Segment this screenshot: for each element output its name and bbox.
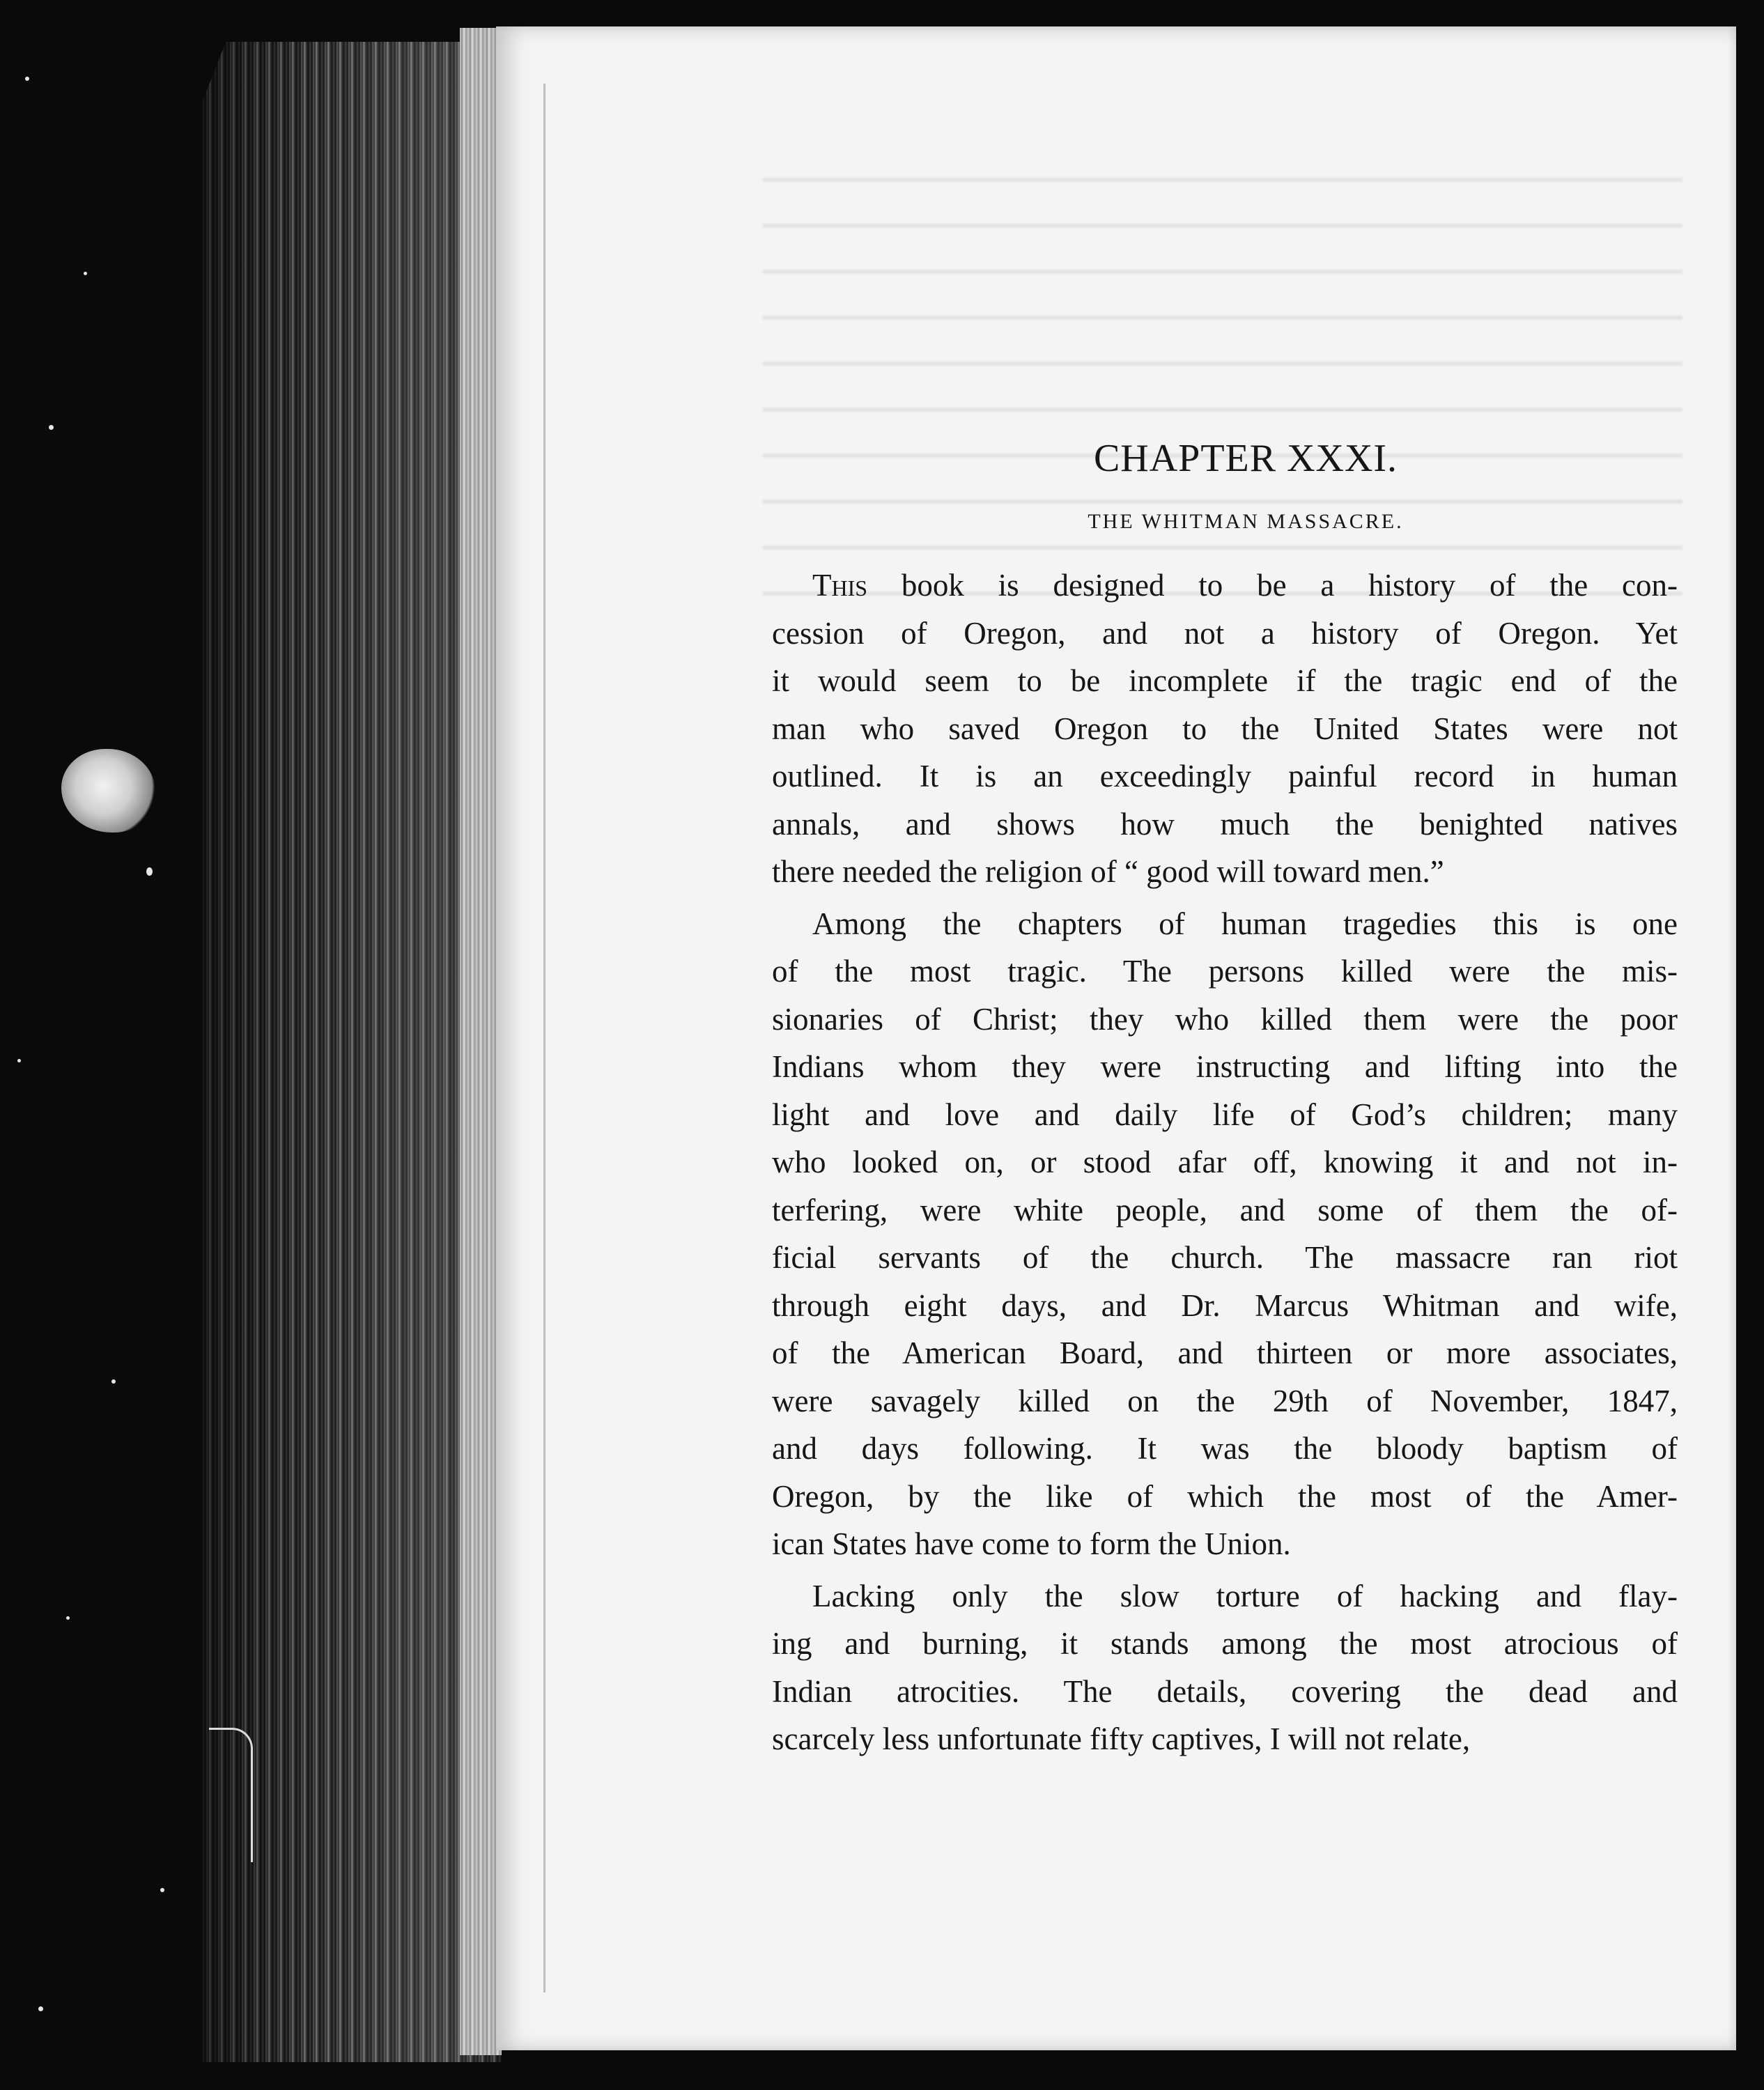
dust-speck xyxy=(17,1059,21,1062)
text-line xyxy=(772,1473,1678,1521)
line-text: of the most tragic. The persons killed were the mis- xyxy=(772,954,1678,989)
chapter-title: CHAPTER XXXI. xyxy=(1093,437,1398,480)
line-text: light and love and daily life of God’s children; many xyxy=(772,1097,1678,1132)
text-line xyxy=(772,996,1678,1044)
text-line xyxy=(772,900,1678,948)
page-text-block xyxy=(772,439,1678,1767)
text-line xyxy=(772,610,1678,658)
line-text: scarcely less unfortunate fifty captives, I will not relate, xyxy=(772,1721,1471,1756)
line-text: book is designed to be a history of the con- xyxy=(867,568,1678,603)
paper-damage-blot xyxy=(61,749,155,833)
line-text: annals, and shows how much the benighted natives xyxy=(772,806,1678,842)
line-text: Indian atrocities. The details, covering the dead and xyxy=(772,1673,1678,1709)
line-text: ficial servants of the church. The massacre ran riot xyxy=(772,1240,1678,1275)
line-text: Lacking only the slow torture of hacking and flay- xyxy=(812,1578,1678,1613)
paragraph xyxy=(772,1572,1678,1763)
line-text: ican States have come to form the Union. xyxy=(772,1526,1291,1561)
text-line xyxy=(772,562,1678,610)
line-text: were savagely killed on the 29th of November, 1847, xyxy=(772,1383,1678,1418)
drop-word: This xyxy=(812,568,868,603)
body-paragraphs xyxy=(772,562,1678,1763)
text-line xyxy=(772,848,1678,896)
line-text: cession of Oregon, and not a history of Oregon. Yet xyxy=(772,615,1678,651)
text-line xyxy=(772,1138,1678,1186)
line-text: Indians whom they were instructing and lifting into the xyxy=(772,1049,1678,1084)
line-text: through eight days, and Dr. Marcus Whitman and wife, xyxy=(772,1287,1678,1323)
text-line xyxy=(772,947,1678,996)
line-text: there needed the religion of “ good will toward men.” xyxy=(772,854,1444,889)
text-line xyxy=(772,1329,1678,1377)
line-text: Among the chapters of human tragedies this is one xyxy=(812,906,1678,941)
text-line xyxy=(772,1234,1678,1282)
line-text: who looked on, or stood afar off, knowing it and not in- xyxy=(772,1145,1678,1179)
line-text: outlined. It is an exceedingly painful record in human xyxy=(772,759,1678,794)
page-edge-strip xyxy=(460,28,502,2055)
text-line xyxy=(772,1043,1678,1091)
line-text: sionaries of Christ; they who killed them were the poor xyxy=(772,1001,1678,1037)
dust-speck xyxy=(146,867,153,876)
page-gutter-line xyxy=(543,84,546,1992)
text-line xyxy=(772,1186,1678,1234)
line-text: terfering, were white people, and some of them the of- xyxy=(772,1192,1678,1228)
text-line xyxy=(772,1572,1678,1620)
line-text: of the American Board, and thirteen or more associates, xyxy=(772,1336,1678,1370)
paragraph xyxy=(772,562,1678,896)
dust-speck xyxy=(25,77,29,81)
line-text: and days following. It was the bloody baptism of xyxy=(772,1431,1678,1466)
text-line xyxy=(772,1520,1678,1568)
text-line xyxy=(772,1668,1678,1716)
text-line xyxy=(772,1377,1678,1425)
line-text: man who saved Oregon to the United States were not xyxy=(772,711,1678,746)
dust-speck xyxy=(160,1888,164,1892)
text-line xyxy=(772,1715,1678,1763)
text-line xyxy=(772,1282,1678,1330)
text-line xyxy=(772,800,1678,849)
text-line xyxy=(772,705,1678,753)
chapter-subtitle: THE WHITMAN MASSACRE. xyxy=(1088,510,1404,533)
line-text: it would seem to be incomplete if the tragic end of the xyxy=(772,663,1678,698)
paragraph xyxy=(772,900,1678,1568)
dust-speck xyxy=(111,1379,116,1384)
text-line xyxy=(772,1425,1678,1473)
text-line xyxy=(772,1091,1678,1139)
text-line xyxy=(772,1620,1678,1668)
dust-speck xyxy=(49,425,54,430)
line-text: ing and burning, it stands among the most atrocious of xyxy=(772,1626,1678,1661)
dust-speck xyxy=(66,1616,70,1620)
text-line xyxy=(772,657,1678,705)
line-text: Oregon, by the like of which the most of the Amer- xyxy=(772,1478,1678,1514)
text-line xyxy=(772,752,1678,800)
scan-artifact-mark xyxy=(209,1728,253,1862)
dust-speck xyxy=(38,2006,43,2011)
dust-speck xyxy=(84,272,87,275)
